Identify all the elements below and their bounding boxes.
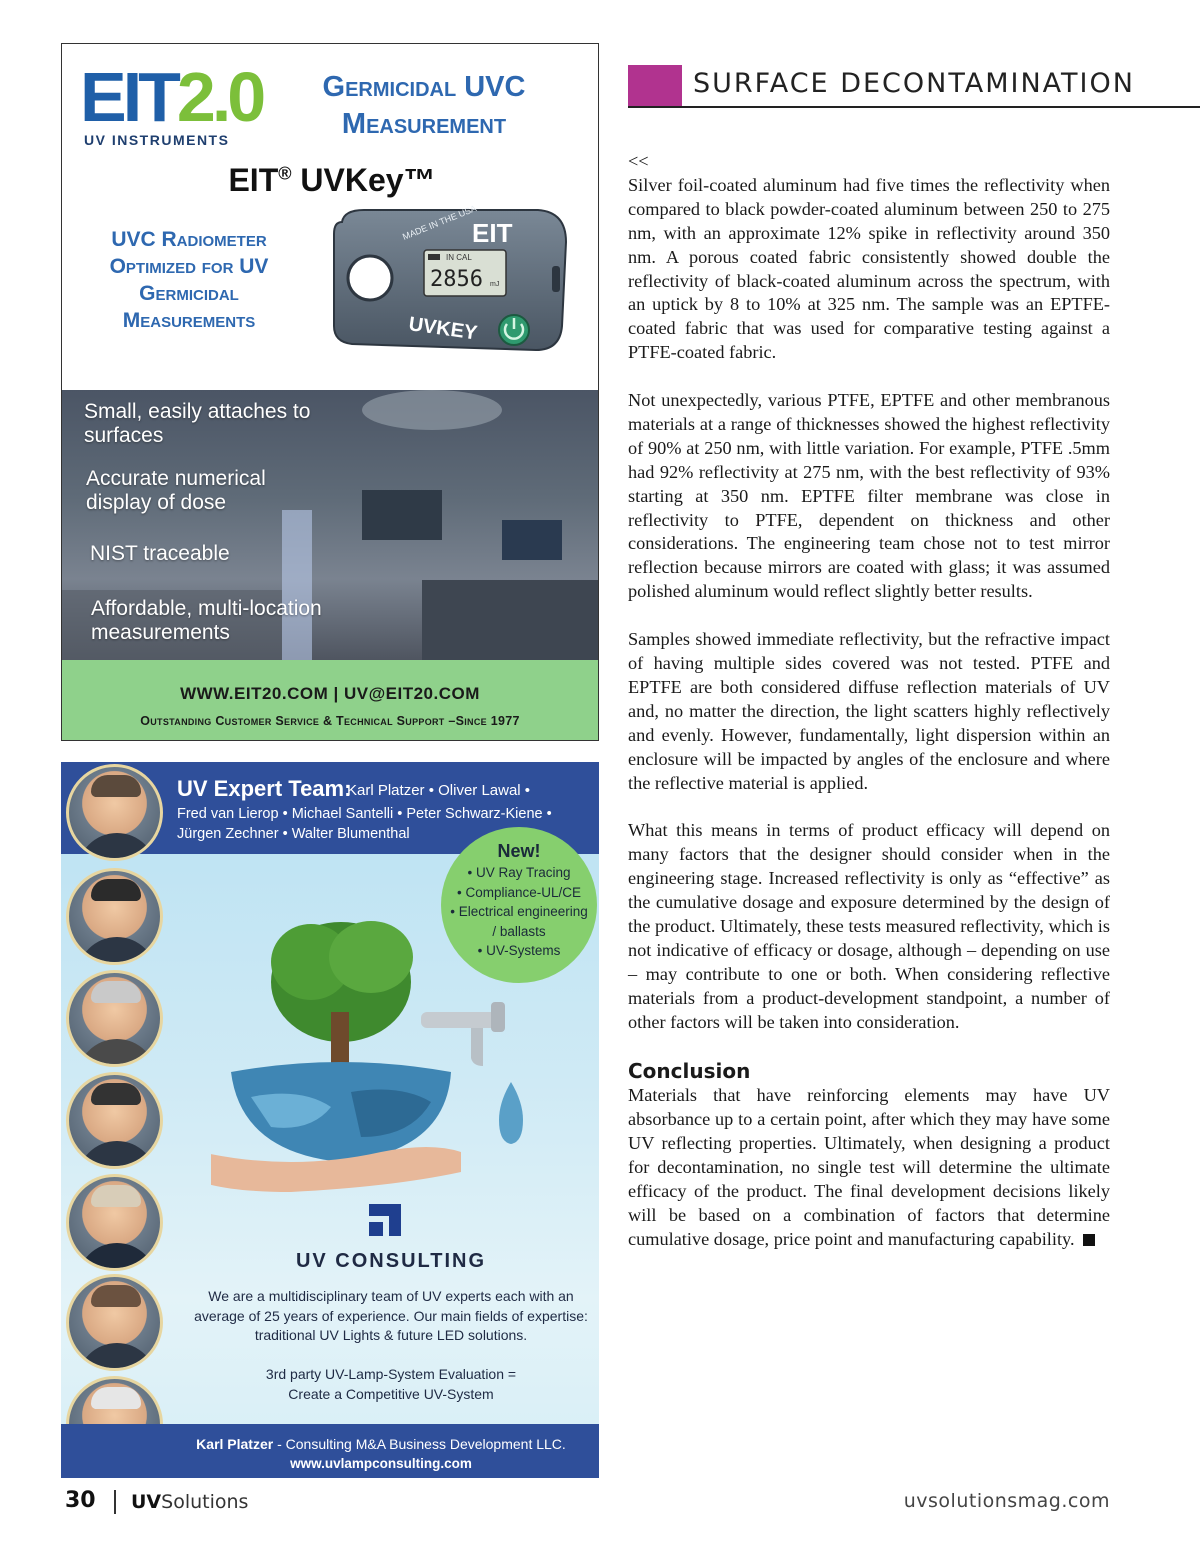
team-portrait [66,1072,163,1169]
team-portrait [66,1174,163,1271]
team-title: UV Expert Team: [177,776,352,801]
team-portrait [66,868,163,965]
team-portrait [66,1274,163,1371]
eit-ad-footer [62,660,598,741]
new-service-item: • Electrical engineering [450,904,588,919]
team-names-line: Karl Platzer • Oliver Lawal • [347,782,531,799]
eit-contact-link[interactable]: WWW.EIT20.COM | UV@EIT20.COM [180,684,480,703]
eit-ad-header [62,44,598,390]
device-status-text: IN CAL [446,253,472,262]
article-body [628,150,1110,1252]
new-service-item: • Compliance-UL/CE [456,884,582,900]
end-of-article-mark [1083,1234,1095,1246]
uvkey-device-image [324,202,572,356]
device-made-in-text: MADE IN THE USA [401,203,478,242]
uv-consulting-description: We are a multidisciplinary team of UV experts each with an average of 25 years of experience. Our main fields of expertise: traditional UV Lights & future LED solutions. [194,1288,588,1343]
eit-ad-subhead: UVC Radiometer Optimized for UV Germicidal Measurements [109,228,269,332]
device-reading-text: 2856 [430,267,483,292]
new-service-item: • UV Ray Tracing [467,865,571,880]
magazine-website[interactable]: uvsolutionsmag.com [903,1490,1110,1512]
article-paragraph: Samples showed immediate reflectivity, but the refractive impact of having multiple sides covered was not tested. PTFE and EPTFE are both considered diffuse reflection materials of UV and, no matter the direction, the light scatters highly reflectively and evenly. However, fundamentally, light dispersion within an enclosure will be impacted by angles of the enclosure and where the reflective material is applied. [628,629,1110,793]
magazine-name: UVSolutions [131,1491,249,1513]
consulting-contact-line: Karl Platzer - Consulting M&A Business Development LLC. [196,1436,566,1452]
eit-bullet: Affordable, multi-location measurements [91,597,322,644]
uv-consulting-logo [367,1202,403,1238]
uv-consulting-advertisement [61,762,599,1478]
new-service-item: / ballasts [492,923,546,939]
uv-consulting-brand: UV CONSULTING [295,1250,487,1272]
team-portrait [66,764,163,861]
section-rule [628,106,1200,108]
team-names-line: Jürgen Zechner • Walter Blumenthal [177,826,410,842]
team-names-line: Fred van Lierop • Michael Santelli • Peter Schwarz-Kiene • [177,806,552,822]
eit-bullet: Small, easily attaches to surfaces [84,400,311,447]
hospital-room-photo [62,390,598,660]
eit-bullet: Accurate numerical display of dose [86,467,266,514]
consulting-website-link[interactable]: www.uvlampconsulting.com [290,1456,472,1471]
section-color-bar [628,65,682,107]
device-label-text: UVKEY [407,313,479,345]
device-brand-text: EIT [472,218,513,248]
team-portrait [66,970,163,1067]
uv-consulting-evaluation [231,1365,551,1404]
device-unit-text: mJ [490,281,500,288]
page-number: 30 [65,1488,96,1513]
footer-divider [114,1490,116,1514]
conclusion-heading: Conclusion [628,1059,751,1084]
article-paragraph: Silver foil-coated aluminum had five times the reflectivity when compared to black powder-coated aluminum between 250 to 275 nm, with an approximate 12% spike in reflectivity around 350 nm. A porous coated fabric consistently showed double the reflectivity of black-coated aluminum across the spectrum, with an uptick by 8 to 10% at 325 nm. The sample was an EPTFE-coated fabric that was used for comparative testing against a PTFE-coated fabric. [628,174,1110,363]
section-title: SURFACE DECONTAMINATION [693,68,1135,99]
article-paragraph: Not unexpectedly, various PTFE, EPTFE and other membranous materials at a range of thicknesses showed the highest reflectivity of 90% at 250 nm, with little variation. For example, PTFE .5mm had 92% reflectivity at 275 nm, with the best reflectivity of 93% starting at 350 nm. EPTFE filter membrane was close in reflectivity to PTFE, dependent on thickness and other considerations. The engineering team chose not to test mirror reflection because mirrors are coated with glass; it was assumed polished aluminum would reflect slightly better results. [628,390,1110,602]
conclusion-paragraph: Materials that have reinforcing elements may have UV absorbance up to a certain point, after which they may have some UV reflecting properties. Ultimately, when designing a product for decontamination, no single test will determine the ultimate efficacy of the product. The final development decisions likely will be based on a combination of factors that determine cumulative dosage, price point and manufacturing capability. [628,1085,1110,1249]
eit-advertisement [61,43,599,741]
evaluation-line: Create a Competitive UV-System [288,1385,494,1402]
eit-ad-headline: Germicidal UVC Measurement [322,71,526,140]
article-paragraph: What this means in terms of product efficacy will depend on many factors that the designer should consider when in the engineering stage. Increased reflectivity is only as “effective” as the cumulative dosage and exposure determined by the design of the product. Ultimately, these tests measured reflectivity, which is not indicative of efficacy or dosage, although – depending on use – may contribute to one or both. When considering reflective materials from a product-development standpoint, a number of other factors will be taken into consideration. [628,820,1110,1032]
tree-globe-hand-illustration [211,852,571,1202]
eit-tagline: Outstanding Customer Service & Technical Support –Since 1977 [140,714,520,728]
uv-consulting-footer [61,1424,599,1478]
new-service-item: • UV-Systems [477,943,561,958]
new-badge-title: New! [497,841,541,861]
eit-logo-subtitle: UV INSTRUMENTS [84,132,230,148]
continued-marker: << [628,151,649,171]
eit-product-name: EIT® UVKey™ [228,162,436,198]
eit-bullet: NIST traceable [90,542,230,565]
evaluation-line: 3rd party UV-Lamp-System Evaluation = [265,1366,517,1382]
eit-logo: EIT2.0 [80,58,263,136]
